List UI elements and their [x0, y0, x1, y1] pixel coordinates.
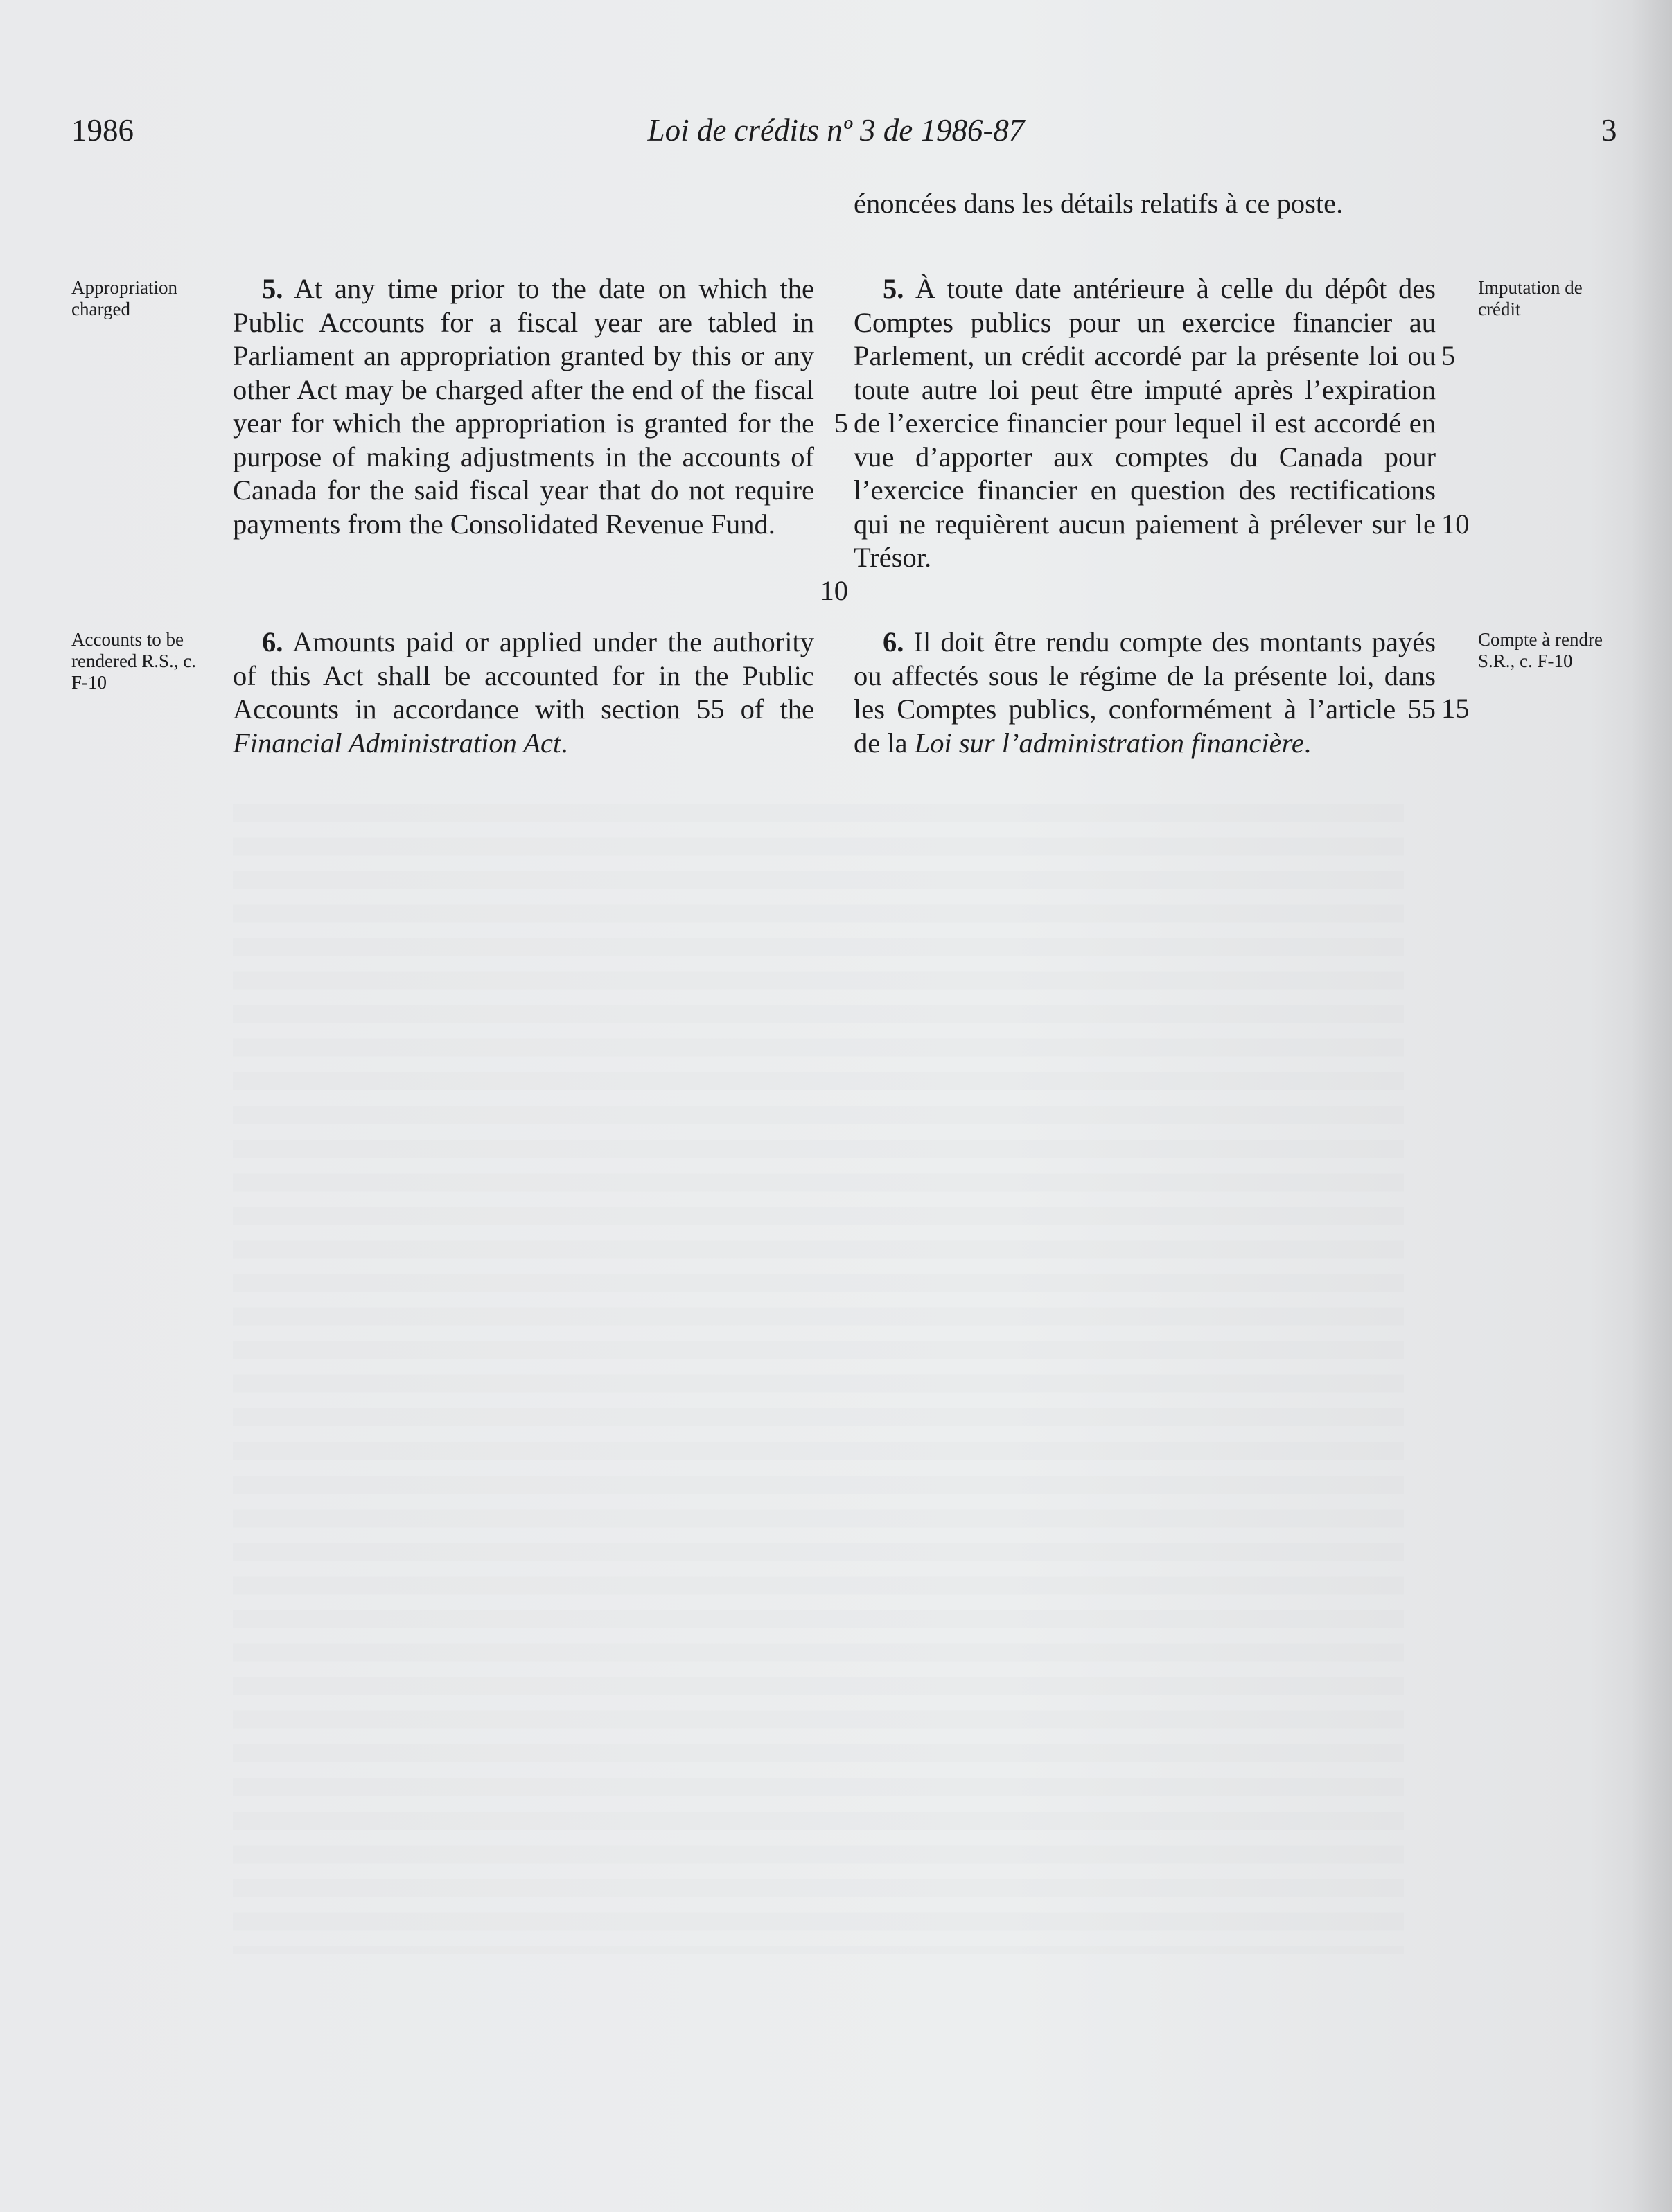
act-name: Financial Administration Act — [233, 727, 561, 759]
line-number-en-10: 10 — [820, 575, 848, 606]
french-section-6 — [854, 626, 1436, 760]
english-section-6 — [233, 626, 814, 760]
header-year: 1986 — [71, 113, 134, 148]
section-text: Il doit être rendu compte des montants payés ou affectés sous le régime de la présente loi, dans les Comptes publics, conformément à l’article 55 de la — [854, 626, 1436, 759]
marginal-note-appropriation-charged: Appropriation charged — [71, 277, 177, 319]
header-title: Loi de crédits nº 3 de 1986-87 — [647, 113, 1025, 148]
line-number-fr-15: 15 — [1441, 693, 1470, 724]
page-edge-shadow — [1630, 0, 1672, 2212]
line-number-fr-10: 10 — [1441, 508, 1470, 540]
continuation-text: énoncées dans les détails relatifs à ce poste. — [854, 188, 1344, 219]
marginal-note-imputation-credit: Imputation de crédit — [1478, 277, 1583, 319]
section-text: Amounts paid or applied under the authority of this Act shall be accounted for in the Public Accounts in accordance with section 55 of the — [233, 626, 814, 725]
section-end: . — [1303, 727, 1311, 759]
section-end: . — [561, 727, 568, 759]
line-number-fr-5: 5 — [1441, 340, 1456, 371]
french-section-5 — [854, 272, 1436, 575]
french-continuation — [854, 187, 1436, 221]
section-text: At any time prior to the date on which the Public Accounts for a fiscal year are tabled in Parliament an appropriation granted by this or any other Act may be charged after the end of the fiscal year for which the appropriation is granted for the purpose of making adjustments in the accounts of Canada for the said fiscal year that do not require payments from the Consolidated Revenue Fund. — [233, 273, 815, 540]
section-number: 5. — [883, 273, 904, 304]
section-number: 6. — [883, 626, 904, 657]
line-number-en-5: 5 — [834, 407, 848, 439]
bleed-through-text — [233, 804, 1404, 1954]
section-number: 6. — [262, 626, 283, 657]
marginal-note-accounts-rendered: Accounts to be rendered R.S., c. F-10 — [71, 629, 196, 693]
section-number: 5. — [262, 273, 283, 304]
act-name: Loi sur l’administration financière — [914, 727, 1304, 759]
english-section-5 — [233, 272, 814, 541]
section-text: À toute date antérieure à celle du dépôt des Comptes publics pour un exercice financier au Parlement, un crédit accordé par la présente loi ou toute autre loi peut être imputé après l’expiration de l’exercice financier pour lequel il est accordé en vue d’apporter aux comptes du Canada pour l’exercice financier en question des rectifications qui ne requièrent aucun paiement à prélever sur le Trésor. — [854, 273, 1436, 573]
page-number: 3 — [1601, 113, 1617, 148]
marginal-note-compte-rendre: Compte à rendre S.R., c. F-10 — [1478, 629, 1603, 671]
